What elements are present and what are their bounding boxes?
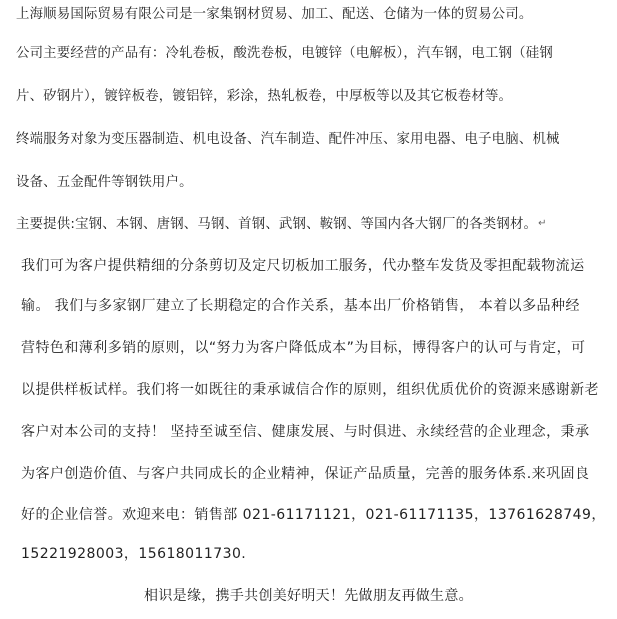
body-line-4: 以提供样板试样。我们将一如既往的秉承诚信合作的原则，组织优质优价的资源来感谢新老 xyxy=(21,382,599,398)
body-line-8: 15221928003，15618011730. xyxy=(21,546,247,562)
intro-line-5: 设备、五金配件等钢铁用户。 xyxy=(16,175,193,190)
paragraph-mark-icon: ↵ xyxy=(538,218,547,229)
intro-line-3: 片、矽钢片），镀锌板卷，镀铝锌，彩涂，热轧板卷，中厚板等以及其它板卷材等。 xyxy=(16,89,513,104)
body-line-5: 客户对本公司的支持！ 坚持至诚至信、健康发展、与时俱进、永续经营的企业理念，秉承 xyxy=(21,424,590,440)
intro-line-6 xyxy=(16,215,547,234)
body-line-6: 为客户创造价值、与客户共同成长的企业精神，保证产品质量，完善的服务体系.来巩固良 xyxy=(21,466,590,482)
closing-slogan: 相识是缘，携手共创美好明天！先做朋友再做生意。 xyxy=(144,588,473,604)
intro-line-2: 公司主要经营的产品有：冷轧卷板，酸洗卷板，电镀锌（电解板），汽车钢，电工钢（硅钢 xyxy=(16,46,553,61)
body-line-3: 营特色和薄利多销的原则，以“努力为客户降低成本”为目标，博得客户的认可与肯定，可 xyxy=(21,340,586,356)
intro-line-4: 终端服务对象为变压器制造、机电设备、汽车制造、配件冲压、家用电器、电子电脑、机械 xyxy=(16,132,560,147)
body-line-2: 输。 我们与多家钢厂建立了长期稳定的合作关系，基本出厂价格销售， 本着以多品种经 xyxy=(21,298,580,314)
intro-line-6-text: 主要提供:宝钢、本钢、唐钢、马钢、首钢、武钢、鞍钢、等国内各大钢厂的各类钢材。 xyxy=(16,217,538,232)
body-line-1: 我们可为客户提供精细的分条剪切及定尺切板加工服务，代办整车发货及零担配载物流运 xyxy=(21,258,585,274)
body-line-7: 好的企业信誉。欢迎来电：销售部 021-61171121，021-61171135，13761628749， xyxy=(21,507,606,523)
intro-line-1: 上海顺易国际贸易有限公司是一家集钢材贸易、加工、配送、仓储为一体的贸易公司。 xyxy=(16,7,533,22)
